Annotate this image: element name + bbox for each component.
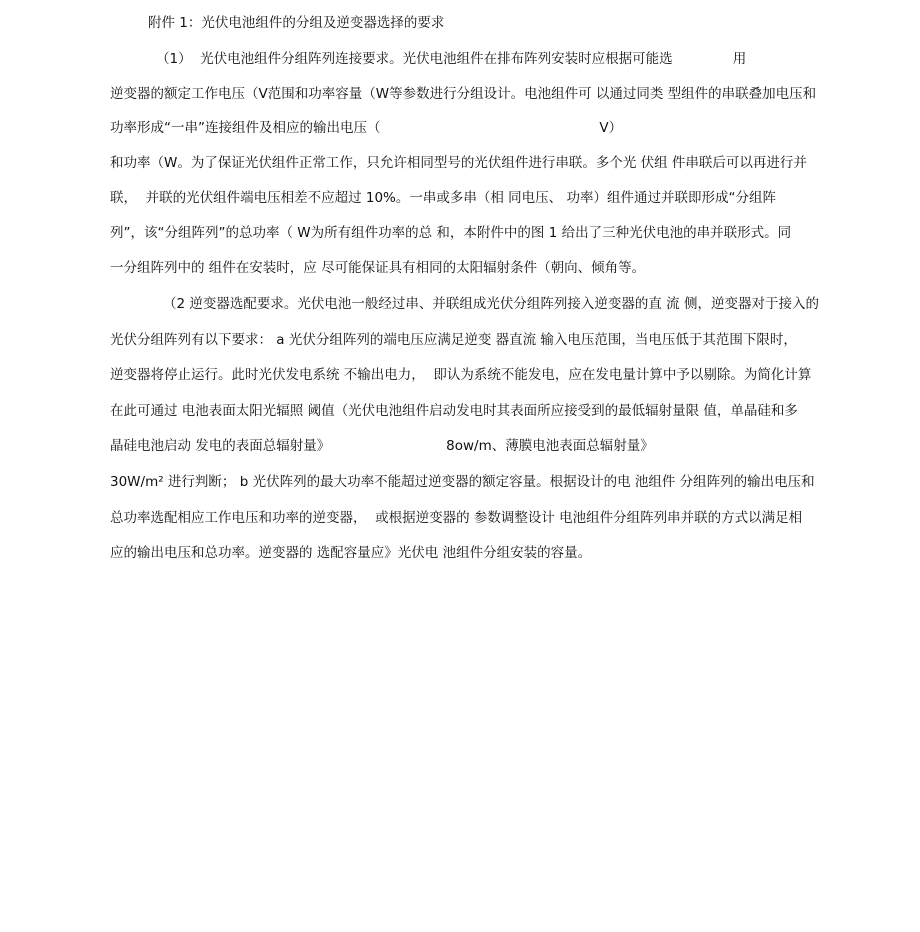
paragraph-1-line-5: 联， 并联的光伏组件端电压相差不应超过 10%。一串或多串（相 同电压、 功率）组件通过并联即形成“分组阵 (110, 190, 776, 206)
paragraph-1-line-6: 列”，该“分组阵列”的总功率（ W为所有组件功率的总 和，本附件中的图 1 给出了三种光伏电池的串并联形式。同 (110, 225, 792, 241)
paragraph-2-line-3: 逆变器将停止运行。此时光伏发电系统 不输出电力， 即认为系统不能发电，应在发电量计算中予以剔除。为简化计算 (110, 367, 812, 383)
paragraph-1-line-2: 逆变器的额定工作电压（V范围和功率容量（W等参数进行分组设计。电池组件可 以通过同类 型组件的串联叠加电压和 (110, 86, 817, 102)
paragraph-2-line-7: 总功率选配相应工作电压和功率的逆变器， 或根据逆变器的 参数调整设计 电池组件分组阵列串并联的方式以满足相 (110, 510, 803, 526)
paragraph-2-line-8: 应的输出电压和总功率。逆变器的 选配容量应》光伏电 池组件分组安装的容量。 (110, 545, 592, 561)
paragraph-2-line-2: 光伏分组阵列有以下要求： a 光伏分组阵列的端电压应满足逆变 器直流 输入电压范围，当电压低于其范围下限时， (110, 332, 797, 348)
paragraph-2-line-5: 晶硅电池启动 发电的表面总辐射量》 8ow/m、薄膜电池表面总辐射量》 (110, 438, 654, 454)
paragraph-1-line-4: 和功率（W。为了保证光伏组件正常工作，只允许相同型号的光伏组件进行串联。多个光 伏组 件串联后可以再进行并 (110, 155, 807, 171)
paragraph-1-line-3: 功率形成“一串”连接组件及相应的输出电压（ V） (110, 120, 623, 136)
document-title: 附件 1：光伏电池组件的分组及逆变器选择的要求 (148, 15, 445, 31)
paragraph-1-line-7: 一分组阵列中的 组件在安装时，应 尽可能保证具有相同的太阳辐射条件（朝向、倾角等。 (110, 260, 646, 276)
paragraph-2-line-6: 30W/m² 进行判断； b 光伏阵列的最大功率不能超过逆变器的额定容量。根据设计的电 池组件 分组阵列的输出电压和 (110, 474, 815, 490)
paragraph-2-line-1: （2 逆变器选配要求。光伏电池一般经过串、并联组成光伏分组阵列接入逆变器的直 流 侧，逆变器对于接入的 (163, 296, 819, 312)
paragraph-1-line-1: （1） 光伏电池组件分组阵列连接要求。光伏电池组件在排布阵列安装时应根据可能选 用 (156, 51, 747, 67)
paragraph-2-line-4: 在此可通过 电池表面太阳光辐照 阈值（光伏电池组件启动发电时其表面所应接受到的最低辐射量限 值，单晶硅和多 (110, 403, 798, 419)
